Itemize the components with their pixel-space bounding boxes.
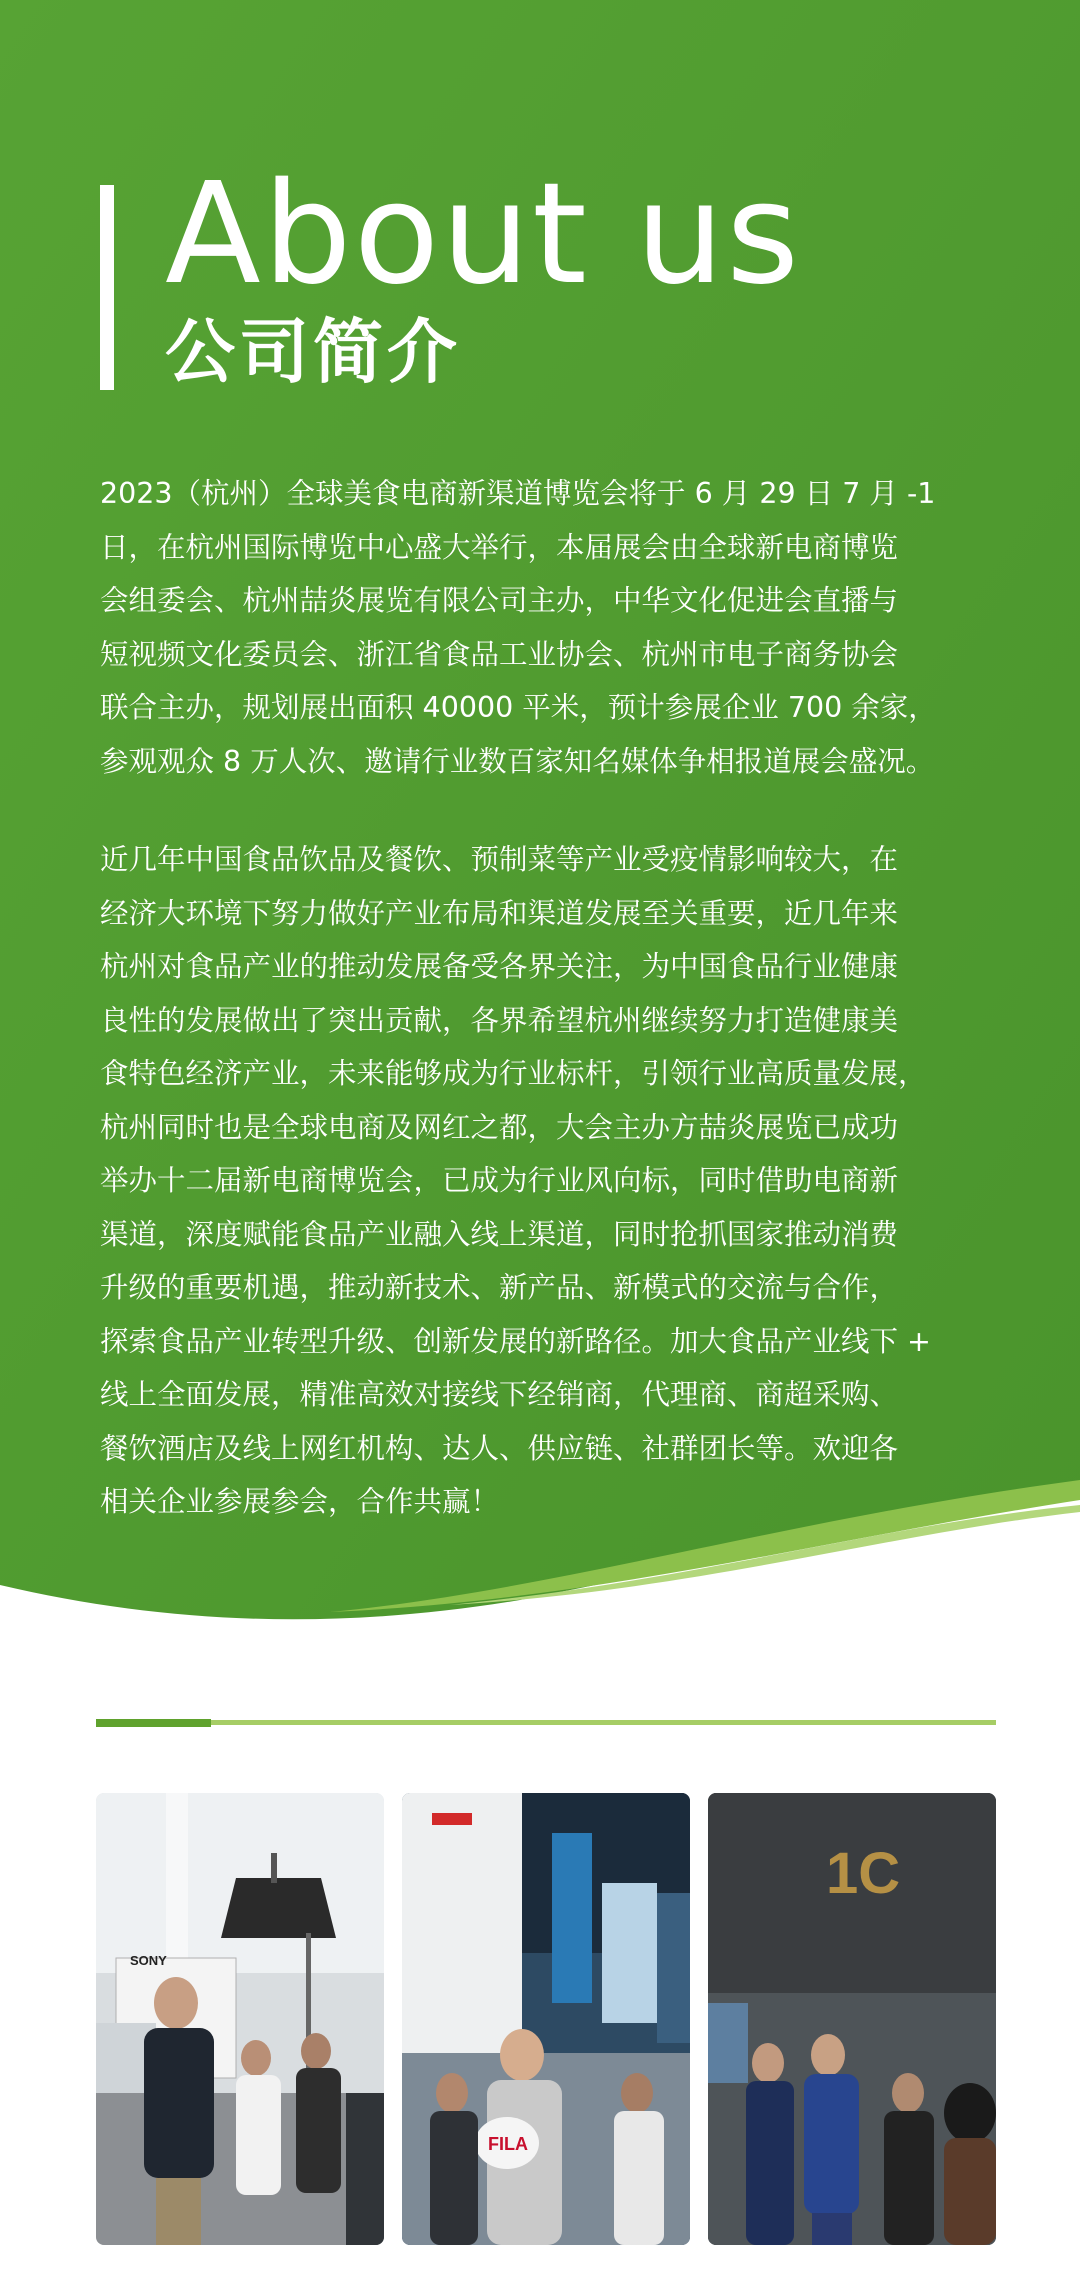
title-chinese: 公司简介 — [165, 311, 461, 393]
paragraph-line: 良性的发展做出了突出贡献，各界希望杭州继续努力打造健康美 — [100, 1003, 899, 1037]
exhibition-crowd-photo — [402, 1793, 690, 2245]
exhibition-photo-3 — [708, 1793, 996, 2245]
paragraph-line: 渠道，深度赋能食品产业融入线上渠道，同时抢抓国家推动消费 — [100, 1217, 899, 1251]
exhibition-photo-2 — [402, 1793, 690, 2245]
exhibition-hall-photo — [96, 1793, 384, 2245]
paragraph-line: 餐饮酒店及线上网红机构、达人、供应链、社群团长等。欢迎各 — [100, 1431, 899, 1465]
paragraph-line: 参观观众 8 万人次、邀请行业数百家知名媒体争相报道展会盛况。 — [100, 744, 935, 778]
paragraph-line: 会组委会、杭州喆炎展览有限公司主办，中华文化促进会直播与 — [100, 584, 899, 617]
paragraph-line: 升级的重要机遇，推动新技术、新产品、新模式的交流与合作， — [100, 1271, 899, 1304]
paragraph-line: 杭州对食品产业的推动发展备受各界关注，为中国食品行业健康 — [100, 950, 899, 983]
exhibition-aisle-photo — [708, 1793, 996, 2245]
section-divider — [96, 1720, 996, 1725]
title-accent-bar — [100, 185, 114, 390]
exhibition-photo-1 — [96, 1793, 384, 2245]
paragraph-line: 相关企业参展参会，合作共赢！ — [100, 1485, 500, 1518]
title-english: About us — [165, 153, 802, 316]
paragraph-line: 食特色经济产业，未来能够成为行业标杆，引领行业高质量发展， — [100, 1057, 927, 1090]
paragraph-line: 线上全面发展，精准高效对接线下经销商，代理商、商超采购、 — [100, 1378, 899, 1411]
paragraph-line: 举办十二届新电商博览会，已成为行业风向标，同时借助电商新 — [100, 1164, 899, 1197]
paragraph-line: 经济大环境下努力做好产业布局和渠道发展至关重要，近几年来 — [100, 896, 899, 930]
paragraph-line: 2023（杭州）全球美食电商新渠道博览会将于 6 月 29 日 7 月 -1 — [100, 477, 936, 510]
paragraph-line: 探索食品产业转型升级、创新发展的新路径。加大食品产业线下 + — [100, 1324, 931, 1358]
paragraph-line: 杭州同时也是全球电商及网红之都，大会主办方喆炎展览已成功 — [100, 1110, 899, 1144]
paragraph-line: 联合主办，规划展出面积 40000 平米，预计参展企业 700 余家， — [100, 691, 937, 724]
paragraph-line: 近几年中国食品饮品及餐饮、预制菜等产业受疫情影响较大，在 — [100, 843, 899, 876]
intro-paragraph-1 — [100, 467, 990, 788]
intro-paragraph-2 — [100, 833, 990, 1529]
sony-sign: SONY — [130, 1953, 167, 1968]
fila-cap-logo: FILA — [488, 2134, 528, 2154]
paragraph-line: 短视频文化委员会、浙江省食品工业协会、杭州市电子商务协会 — [100, 637, 899, 671]
hall-1c-sign: 1C — [826, 1841, 901, 1906]
section-divider-accent — [96, 1719, 211, 1727]
paragraph-line: 日，在杭州国际博览中心盛大举行，本届展会由全球新电商博览 — [100, 530, 899, 564]
